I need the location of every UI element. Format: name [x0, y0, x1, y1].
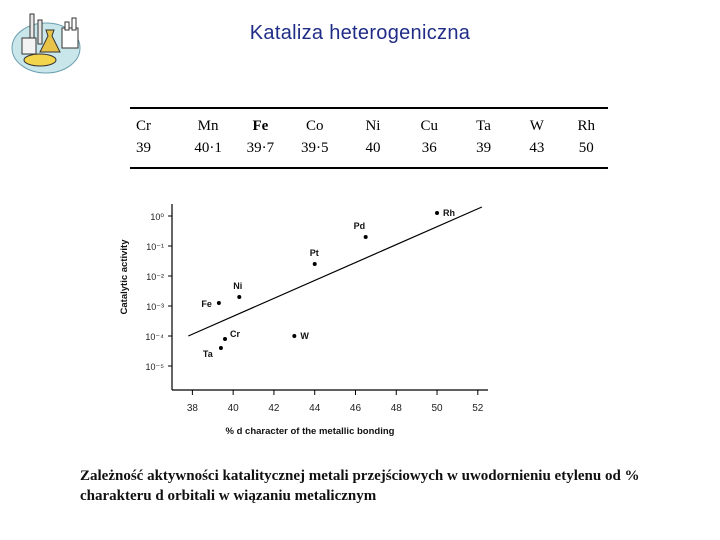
x-tick-label: 50: [431, 403, 443, 414]
value-cell: 39·5: [300, 140, 329, 156]
table-bottom-rule: [130, 167, 608, 169]
value-cell: 39: [136, 140, 151, 156]
data-point: [364, 235, 368, 239]
element-cell: W: [529, 118, 544, 134]
data-point: [223, 337, 227, 341]
y-tick-label: 10⁻⁴: [145, 332, 164, 342]
x-tick-label: 44: [309, 403, 321, 414]
point-label: W: [300, 331, 309, 341]
point-label: Rh: [443, 208, 456, 218]
point-label: Pd: [353, 221, 366, 231]
data-point: [435, 211, 439, 215]
element-cell: Rh: [577, 118, 596, 134]
point-label: Fe: [201, 299, 212, 309]
caption-line-1: Zależność aktywności katalitycznej metali przejściowych w uwodornieniu etylenu od %: [80, 468, 640, 484]
x-tick-label: 38: [186, 403, 198, 414]
point-label: Pt: [309, 248, 319, 258]
value-cell: 40·1: [194, 140, 222, 156]
y-tick-label: 10⁻³: [146, 302, 164, 312]
y-axis-title: Catalytic activity: [119, 239, 130, 315]
catalytic-activity-chart: [110, 190, 510, 440]
value-cell: 39·7: [246, 140, 275, 156]
value-cell: 43: [529, 140, 545, 156]
data-point: [313, 262, 317, 266]
element-cell: Fe: [252, 118, 269, 134]
point-label: Cr: [230, 329, 241, 339]
value-cell: 50: [578, 140, 594, 156]
element-cell: Cu: [420, 118, 439, 134]
table-top-rule: [130, 107, 608, 109]
figure-caption: [80, 466, 720, 506]
x-tick-label: 42: [268, 403, 280, 414]
value-cell: 40: [365, 140, 381, 156]
value-cell: 39: [476, 140, 492, 156]
element-cell: Mn: [197, 118, 219, 134]
trend-line: [188, 207, 482, 336]
data-point: [237, 295, 241, 299]
x-tick-label: 52: [472, 403, 484, 414]
value-row: [130, 140, 608, 157]
element-row: [130, 118, 608, 135]
point-label: Ta: [202, 349, 213, 359]
x-tick-label: 48: [390, 403, 402, 414]
x-axis-title: % d character of the metallic bonding: [225, 426, 395, 437]
element-cell: Co: [305, 118, 324, 134]
y-tick-label: 10⁻²: [146, 272, 164, 282]
element-cell: Cr: [136, 118, 151, 134]
element-cell: Ni: [365, 118, 381, 134]
y-tick-label: 10⁻¹: [146, 242, 164, 252]
y-tick-label: 10⁰: [150, 212, 164, 222]
data-point: [292, 334, 296, 338]
x-tick-label: 46: [349, 403, 362, 414]
value-cell: 36: [421, 140, 437, 156]
data-point: [219, 346, 223, 350]
point-label: Ni: [233, 281, 243, 291]
chart-svg: [110, 190, 510, 440]
data-point: [217, 301, 221, 305]
caption-line-2: charakteru d orbitali w wiązaniu metalicznym: [80, 488, 377, 504]
x-tick-label: 40: [227, 403, 239, 414]
y-tick-label: 10⁻⁵: [145, 362, 164, 372]
slide-title: Kataliza heterogeniczna: [249, 22, 471, 44]
d-character-table: [130, 107, 608, 169]
element-cell: Ta: [476, 118, 491, 134]
